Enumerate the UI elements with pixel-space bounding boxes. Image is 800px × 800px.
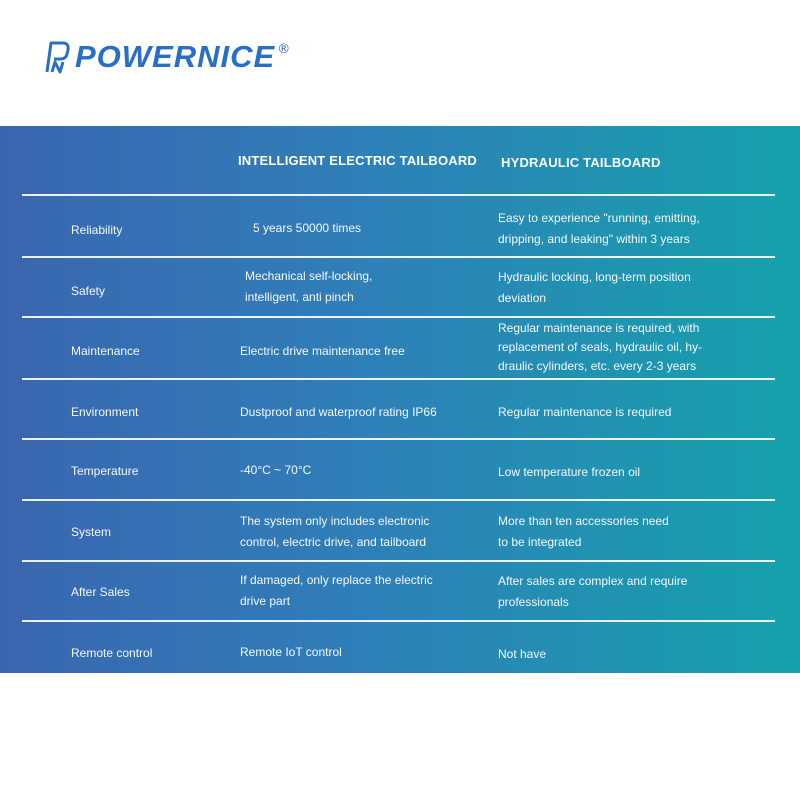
feature-label: Reliability bbox=[71, 223, 123, 237]
row-divider bbox=[22, 256, 775, 258]
electric-cell bbox=[245, 266, 480, 308]
feature-label: After Sales bbox=[71, 585, 130, 599]
electric-cell bbox=[253, 218, 488, 239]
cell-line: draulic cylinders, etc. every 2-3 years bbox=[498, 359, 697, 373]
brand-name: POWERNICE bbox=[75, 39, 276, 74]
cell-line: Electric drive maintenance free bbox=[240, 344, 405, 358]
cell-line: Mechanical self-locking, bbox=[245, 269, 373, 283]
cell-line: -40°C ~ 70°C bbox=[240, 463, 312, 477]
cell-line: to be integrated bbox=[498, 535, 582, 549]
pn-logo-icon bbox=[41, 40, 71, 74]
hydraulic-cell bbox=[498, 511, 773, 553]
cell-line: dripping, and leaking" within 3 years bbox=[498, 232, 690, 246]
cell-line: The system only includes electronic bbox=[240, 514, 430, 528]
row-divider bbox=[22, 560, 775, 562]
row-divider bbox=[22, 194, 775, 196]
cell-line: 5 years 50000 times bbox=[253, 221, 362, 235]
cell-line: After sales are complex and require bbox=[498, 574, 688, 588]
cell-line: Low temperature frozen oil bbox=[498, 465, 641, 479]
hydraulic-cell bbox=[498, 571, 773, 613]
electric-cell bbox=[240, 642, 475, 663]
cell-line: intelligent, anti pinch bbox=[245, 290, 354, 304]
cell-line: deviation bbox=[498, 291, 547, 305]
cell-line: Regular maintenance is required, with bbox=[498, 321, 700, 335]
hydraulic-cell bbox=[498, 644, 773, 665]
electric-cell bbox=[240, 402, 475, 423]
hydraulic-cell bbox=[498, 402, 773, 423]
comparison-panel bbox=[0, 126, 800, 673]
cell-line: drive part bbox=[240, 594, 291, 608]
cell-line: If damaged, only replace the electric bbox=[240, 573, 433, 587]
cell-line: professionals bbox=[498, 595, 569, 609]
electric-cell bbox=[240, 511, 475, 553]
cell-line: Dustproof and waterproof rating IP66 bbox=[240, 405, 437, 419]
column-header-hydraulic: HYDRAULIC TAILBOARD bbox=[501, 155, 661, 170]
brand-logo bbox=[41, 40, 290, 74]
row-divider bbox=[22, 378, 775, 380]
hydraulic-cell bbox=[498, 267, 773, 309]
feature-label: Temperature bbox=[71, 464, 139, 478]
feature-label: System bbox=[71, 525, 112, 539]
cell-line: control, electric drive, and tailboard bbox=[240, 535, 427, 549]
feature-label: Maintenance bbox=[71, 344, 140, 358]
row-divider bbox=[22, 316, 775, 318]
cell-line: Regular maintenance is required bbox=[498, 405, 672, 419]
cell-line: Easy to experience "running, emitting, bbox=[498, 211, 700, 225]
registered-mark: ® bbox=[277, 42, 291, 57]
cell-line: replacement of seals, hydraulic oil, hy- bbox=[498, 340, 703, 354]
electric-cell bbox=[240, 460, 475, 481]
column-header-electric: INTELLIGENT ELECTRIC TAILBOARD bbox=[238, 153, 478, 168]
cell-line: Hydraulic locking, long-term position bbox=[498, 270, 691, 284]
cell-line: Not have bbox=[498, 647, 547, 661]
electric-cell bbox=[240, 570, 475, 612]
hydraulic-cell bbox=[498, 319, 773, 376]
hydraulic-cell bbox=[498, 208, 773, 250]
feature-label: Remote control bbox=[71, 646, 153, 660]
row-divider bbox=[22, 499, 775, 501]
hydraulic-cell bbox=[498, 462, 773, 483]
row-divider bbox=[22, 620, 775, 622]
row-divider bbox=[22, 438, 775, 440]
cell-line: More than ten accessories need bbox=[498, 514, 669, 528]
feature-label: Safety bbox=[71, 284, 106, 298]
electric-cell bbox=[240, 341, 475, 362]
cell-line: Remote IoT control bbox=[240, 645, 342, 659]
feature-label: Environment bbox=[71, 405, 139, 419]
